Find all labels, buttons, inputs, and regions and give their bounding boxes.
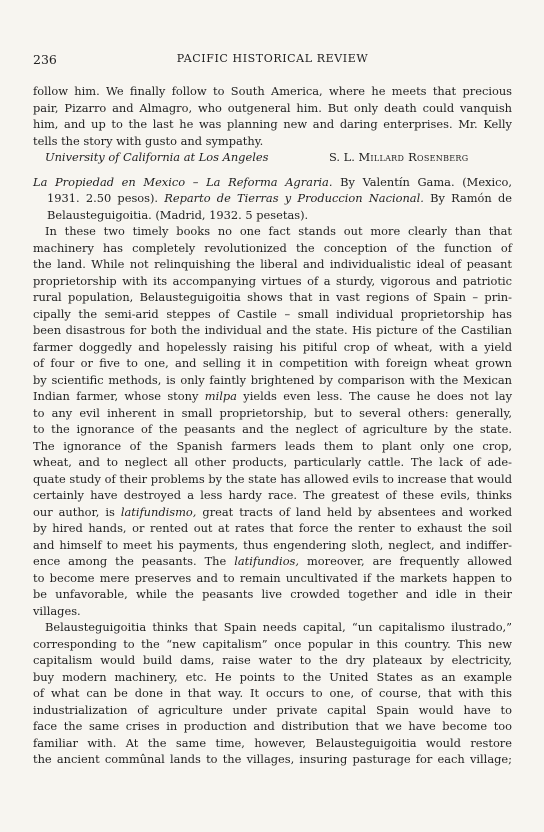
citation-line: Belausteguigoitia. (Madrid, 1932. 5 pesetas). bbox=[47, 207, 309, 222]
text-line: familiar with. At the same time, however, Belausteguigoitia would restore bbox=[33, 735, 512, 750]
review-paragraph bbox=[33, 619, 512, 768]
text-line: ence among the peasants. The latifundios, moreover, are frequently allowed bbox=[33, 554, 512, 568]
text-line: villages. bbox=[33, 603, 81, 618]
reviewer-surname: Millard Rosenberg bbox=[358, 150, 469, 164]
text-line: by scientific methods, is only faintly brightened by comparison with the Mexican bbox=[33, 372, 512, 387]
text-line: to any evil inherent in small proprietorship, but to several others: generally, bbox=[33, 405, 512, 420]
text-line: the land. While not relinquishing the liberal and individualistic ideal of peasant bbox=[33, 257, 512, 271]
text-line: and himself to meet his payments, thus engendering sloth, neglect, and indiffer- bbox=[33, 537, 512, 552]
text-line: of what can be done in that way. It occurs to one, of course, that with this bbox=[33, 686, 512, 700]
text-line: by hired hands, or rented out at rates that force the renter to exhaust the soil bbox=[33, 521, 512, 535]
text-line: buy modern machinery, etc. He points to the United States as an example bbox=[33, 669, 512, 684]
reviewer-initials: S. L. bbox=[329, 150, 359, 164]
text-line: quate study of their problems by the state has allowed evils to increase that would bbox=[33, 471, 512, 486]
page-number: 236 bbox=[33, 52, 57, 67]
running-head: PACIFIC HISTORICAL REVIEW bbox=[176, 52, 369, 65]
text-line: farmer doggedly and hopelessly raising his pitiful crop of wheat, with a yield bbox=[33, 339, 512, 354]
text-line: rural population, Belausteguigoitia shows that in vast regions of Spain – prin- bbox=[33, 290, 512, 304]
reviewer-affiliation: University of California at Los Angeles bbox=[45, 150, 269, 164]
text-line: tells the story with gusto and sympathy. bbox=[33, 133, 264, 148]
text-line: capitalism would build dams, raise water to the dry plateaux by electricity, bbox=[33, 653, 512, 667]
review-paragraph bbox=[33, 223, 512, 619]
text-line: been disastrous for both the individual and the state. His picture of the Castilian bbox=[33, 323, 512, 337]
text-line: face the same crises in production and distribution that we have become too bbox=[33, 719, 512, 733]
text-line: him, and up to the last he was planning new and daring enterprises. Mr. Kelly bbox=[33, 117, 512, 131]
text-line: cipally the semi-arid steppes of Castile – small individual proprietorship has bbox=[33, 306, 512, 321]
text-line: be unfavorable, while the peasants live crowded together and idle in their bbox=[33, 587, 512, 601]
text-line: the ancient commûnal lands to the villages, insuring pasturage for each village; bbox=[33, 752, 512, 766]
text-line: certainly have destroyed a less hardy race. The greatest of these evils, thinks bbox=[33, 488, 512, 502]
text-line: our author, is latifundismo, great tracts of land held by absentees and worked bbox=[33, 504, 512, 519]
book-title: Reparto de Tierras y Produccion Nacional. bbox=[164, 191, 424, 205]
text-line: follow him. We finally follow to South America, where he meets that precious bbox=[33, 84, 512, 98]
review-citation bbox=[33, 174, 512, 224]
text-line: of four or five to one, and selling it in competition with foreign wheat grown bbox=[33, 356, 512, 370]
text-line: In these two timely books no one fact stands out more clearly than that bbox=[45, 224, 512, 238]
text-line: corresponding to the “new capitalism” once popular in this country. This new bbox=[33, 636, 512, 651]
text-line: The ignorance of the Spanish farmers leads them to plant only one crop, bbox=[33, 438, 512, 453]
text-line: proprietorship with its accompanying virtues of a sturdy, vigorous and patriotic bbox=[33, 273, 512, 288]
text-line: industrialization of agriculture under private capital Spain would have to bbox=[33, 702, 512, 717]
book-title: La Propiedad en Mexico – La Reforma Agraria. bbox=[33, 174, 333, 189]
reviewer-name bbox=[329, 149, 468, 166]
text-line: machinery has completely revolutionized the conception of the function of bbox=[33, 240, 512, 255]
text-line: to become mere preserves and to remain uncultivated if the markets happen to bbox=[33, 570, 512, 585]
text-line: Belausteguigoitia thinks that Spain needs capital, “un capitalismo ilustrado,” bbox=[45, 620, 512, 634]
citation-line: La Propiedad en Mexico – La Reforma Agraria. By Valentín Gama. (Mexico, bbox=[33, 174, 512, 189]
body-text bbox=[33, 83, 512, 768]
text-line: Indian farmer, whose stony milpa yields even less. The cause he does not lay bbox=[33, 389, 512, 403]
text-line: to the ignorance of the peasants and the neglect of agriculture by the state. bbox=[33, 422, 512, 436]
citation-line: 1931. 2.50 pesos). Reparto de Tierras y Produccion Nacional. By Ramón de bbox=[47, 191, 512, 205]
page-header bbox=[33, 52, 512, 70]
text-line: wheat, and to neglect all other products, particularly cattle. The lack of ade- bbox=[33, 455, 512, 469]
text-line: pair, Pizarro and Almagro, who outgeneral him. But only death could vanquish bbox=[33, 100, 512, 115]
previous-review-ending bbox=[33, 83, 512, 166]
reviewer-signature bbox=[33, 149, 512, 166]
